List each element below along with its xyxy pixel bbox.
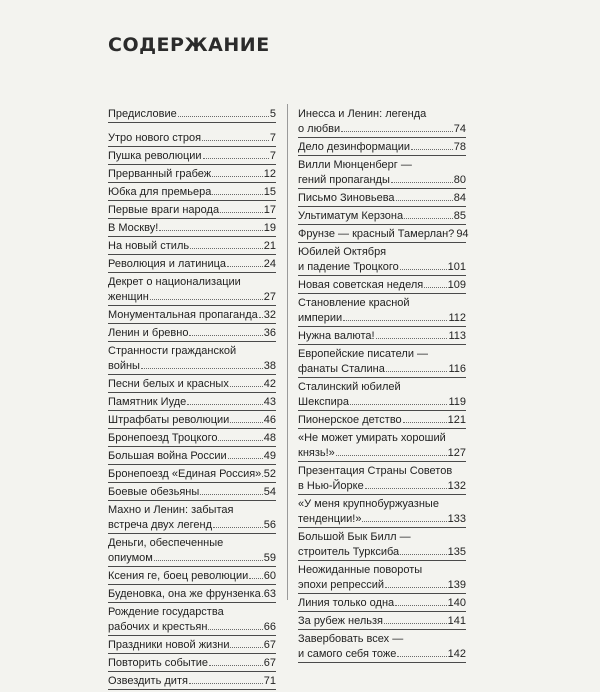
toc-entry — [298, 347, 466, 378]
toc-entry-title: Линия только одна — [298, 596, 394, 611]
toc-entry — [108, 167, 276, 183]
toc-entry — [108, 149, 276, 165]
toc-entry — [298, 140, 466, 156]
leader-dots — [230, 377, 263, 387]
toc-entry-title: Предисловие — [108, 107, 177, 122]
toc-page-number: 141 — [448, 614, 466, 629]
leader-dots — [259, 308, 263, 318]
leader-dots — [218, 431, 262, 441]
leader-dots — [262, 587, 263, 597]
leader-dots — [209, 656, 263, 666]
column-divider — [287, 104, 288, 600]
toc-entry-title: Вилли Мюнценберг — — [298, 159, 412, 171]
toc-entry — [298, 329, 466, 345]
toc-page-number: 101 — [448, 260, 466, 275]
toc-entry-title: гений пропаганды — [298, 173, 390, 188]
toc-entry-title: Письмо Зиновьева — [298, 191, 395, 206]
toc-entry-title: Ультиматум Керзона — [298, 209, 403, 224]
toc-page-number: 15 — [264, 185, 276, 200]
toc-entry-title: Юбка для премьера — [108, 185, 211, 200]
toc-entry-title: опиумом — [108, 551, 153, 566]
toc-entry-title: встреча двух легенд — [108, 518, 212, 533]
toc-entry — [298, 191, 466, 207]
toc-page-number: 60 — [264, 569, 276, 584]
toc-entry — [108, 431, 276, 447]
toc-entry — [108, 308, 276, 324]
toc-page-number: 67 — [264, 638, 276, 653]
toc-entry — [298, 107, 466, 138]
leader-dots — [397, 647, 446, 657]
toc-entry-title: Инесса и Ленин: легенда — [298, 108, 426, 120]
toc-entry — [298, 431, 466, 462]
toc-entry-title: Пушка революции — [108, 149, 202, 164]
toc-entry-title: рабочих и крестьян — [108, 620, 207, 635]
toc-entry-title: Повторить событие — [108, 656, 208, 671]
toc-entry-title: Боевые обезьяны — [108, 485, 199, 500]
toc-entry — [108, 344, 276, 375]
toc-entry-title: «Не может умирать хороший — [298, 432, 446, 444]
toc-page-number: 119 — [448, 395, 466, 410]
toc-entry-title: Махно и Ленин: забытая — [108, 504, 233, 516]
toc-entry-title: в Нью-Йорке — [298, 479, 364, 494]
toc-entry-title: На новый стиль — [108, 239, 189, 254]
toc-page-number: 94 — [456, 227, 468, 242]
toc-entry — [298, 530, 466, 561]
toc-entry-title: Рождение государства — [108, 606, 224, 618]
toc-entry — [108, 377, 276, 393]
toc-entry-title: Завербовать всех — — [298, 633, 403, 645]
toc-entry-title: Ленин и бревно — [108, 326, 188, 341]
toc-page-number: 63 — [264, 587, 276, 602]
page-title: СОДЕРЖАНИЕ — [108, 34, 270, 56]
toc-page-number: 56 — [264, 518, 276, 533]
leader-dots — [187, 395, 263, 405]
toc-entry-title: Фрунзе — красный Тамерлан? — [298, 227, 454, 242]
toc-entry-title: Песни белых и красных — [108, 377, 229, 392]
toc-entry — [108, 221, 276, 237]
toc-entry-title: Бронепоезд «Единая Россия» — [108, 467, 261, 482]
toc-page-number: 80 — [454, 173, 466, 188]
leader-dots — [230, 638, 262, 648]
toc-entry — [108, 239, 276, 255]
toc-entry — [298, 245, 466, 276]
toc-entry — [108, 587, 276, 603]
toc-entry — [298, 614, 466, 630]
toc-entry-title: Бронепоезд Троцкого — [108, 431, 217, 446]
toc-entry-title: Большой Бык Билл — — [298, 531, 411, 543]
toc-entry — [108, 275, 276, 306]
leader-dots — [150, 290, 263, 300]
toc-entry-title: и самого себя тоже — [298, 647, 396, 662]
toc-entry-title: Новая советская неделя — [298, 278, 423, 293]
leader-dots — [159, 221, 262, 231]
toc-entry-title: Монументальная пропаганда — [108, 308, 258, 323]
toc-entry — [298, 413, 466, 429]
leader-dots — [362, 512, 446, 522]
toc-entry — [298, 632, 466, 663]
toc-entry-title: Большая война России — [108, 449, 227, 464]
toc-entry — [108, 257, 276, 273]
toc-page-number: 133 — [448, 512, 466, 527]
leader-dots — [403, 413, 447, 423]
toc-entry — [108, 485, 276, 501]
leader-dots — [220, 203, 263, 213]
toc-entry-title: Первые враги народа — [108, 203, 219, 218]
leader-dots — [189, 674, 263, 684]
toc-entry-title: Нужна валюта! — [298, 329, 375, 344]
toc-entry — [108, 203, 276, 219]
toc-entry-title: Штрафбаты революции — [108, 413, 229, 428]
toc-page-number: 19 — [264, 221, 276, 236]
toc-entry — [108, 185, 276, 201]
toc-page-number: 140 — [448, 596, 466, 611]
leader-dots — [200, 485, 262, 495]
leader-dots — [376, 329, 448, 339]
toc-page-number: 36 — [264, 326, 276, 341]
toc-page-number: 127 — [448, 446, 466, 461]
leader-dots — [384, 614, 447, 624]
toc-entry-title: империи — [298, 311, 342, 326]
toc-entry — [298, 296, 466, 327]
toc-page-number: 12 — [264, 167, 276, 182]
toc-page-number: 42 — [264, 377, 276, 392]
leader-dots — [227, 257, 263, 267]
toc-page-number: 59 — [264, 551, 276, 566]
toc-page-number: 112 — [448, 311, 466, 326]
toc-entry — [298, 209, 466, 225]
toc-entry-title: Юбилей Октября — [298, 246, 386, 258]
toc-page-number: 43 — [264, 395, 276, 410]
toc-page-number: 85 — [454, 209, 466, 224]
toc-entry — [108, 656, 276, 672]
toc-entry-title: Европейские писатели — — [298, 348, 428, 360]
leader-dots — [396, 191, 453, 201]
toc-page-number: 54 — [264, 485, 276, 500]
toc-entry-title: Сталинский юбилей — [298, 381, 401, 393]
toc-page-number: 38 — [264, 359, 276, 374]
toc-entry-title: В Москву! — [108, 221, 158, 236]
leader-dots — [203, 149, 269, 159]
leader-dots — [391, 173, 453, 183]
toc-entry — [298, 278, 466, 294]
toc-entry — [298, 158, 466, 189]
toc-page-number: 139 — [448, 578, 466, 593]
leader-dots — [395, 596, 447, 606]
toc-entry-title: Декрет о национализации — [108, 276, 241, 288]
leader-dots — [202, 131, 269, 141]
toc-entry-title: Утро нового строя — [108, 131, 201, 146]
toc-page-number: 27 — [264, 290, 276, 305]
toc-page-number: 46 — [264, 413, 276, 428]
toc-entry-title: Становление красной — [298, 297, 410, 309]
toc-entry — [108, 638, 276, 654]
toc-page-number: 84 — [454, 191, 466, 206]
toc-page-number: 109 — [448, 278, 466, 293]
leader-dots — [212, 185, 262, 195]
toc-entry — [298, 497, 466, 528]
toc-page-number: 21 — [264, 239, 276, 254]
toc-entry-title: «У меня крупнобуржуазные — [298, 498, 439, 510]
toc-page-number: 132 — [448, 479, 466, 494]
toc-entry — [108, 395, 276, 411]
toc-entry — [298, 563, 466, 594]
toc-page-number: 32 — [264, 308, 276, 323]
toc-entry-title: Памятник Иуде — [108, 395, 186, 410]
toc-entry-title: Озвездить дитя — [108, 674, 188, 689]
toc-entry-title: Ксения ге, боец революции — [108, 569, 248, 584]
leader-dots — [178, 107, 269, 117]
toc-entry-title: и падение Троцкого — [298, 260, 399, 275]
toc-page-number: 17 — [264, 203, 276, 218]
leader-dots — [400, 260, 447, 270]
leader-dots — [386, 362, 448, 372]
toc-page-number: 48 — [264, 431, 276, 446]
toc-page-number: 135 — [448, 545, 466, 560]
leader-dots — [230, 413, 262, 423]
toc-entry — [108, 449, 276, 465]
toc-entry — [108, 503, 276, 534]
toc-page-number: 7 — [270, 149, 276, 164]
toc-entry-title: Шекспира — [298, 395, 349, 410]
toc-entry — [298, 596, 466, 612]
toc-entry-title: женщин — [108, 290, 149, 305]
toc-entry-title: войны — [108, 359, 140, 374]
toc-entry-title: Буденовка, она же фрунзенка — [108, 587, 261, 602]
leader-dots — [212, 167, 263, 177]
toc-entry — [108, 569, 276, 585]
toc-column-left — [108, 107, 276, 692]
toc-page-number: 78 — [454, 140, 466, 155]
toc-entry — [108, 131, 276, 147]
leader-dots — [189, 326, 262, 336]
toc-entry — [108, 413, 276, 429]
toc-entry-title: о любви — [298, 122, 340, 137]
toc-entry — [108, 605, 276, 636]
leader-dots — [400, 545, 447, 555]
toc-entry-title: Деньги, обеспеченные — [108, 537, 223, 549]
leader-dots — [336, 446, 447, 456]
toc-entry — [108, 107, 276, 123]
leader-dots — [249, 569, 263, 579]
leader-dots — [385, 578, 447, 588]
toc-page-number: 7 — [270, 131, 276, 146]
leader-dots — [154, 551, 263, 561]
leader-dots — [141, 359, 263, 369]
toc-page-number: 67 — [264, 656, 276, 671]
toc-entry — [108, 536, 276, 567]
leader-dots — [343, 311, 447, 321]
leader-dots — [341, 122, 453, 132]
leader-dots — [190, 239, 263, 249]
toc-entry — [108, 674, 276, 690]
toc-entry-title: Дело дезинформации — [298, 140, 410, 155]
toc-page-number: 121 — [448, 413, 466, 428]
toc-entry-title: князь!» — [298, 446, 335, 461]
leader-dots — [411, 140, 453, 150]
toc-entry-title: Презентация Страны Советов — [298, 465, 452, 477]
toc-page-number: 49 — [264, 449, 276, 464]
toc-page-number: 113 — [448, 329, 466, 344]
toc-page-number: 116 — [448, 362, 466, 377]
toc-page-number: 24 — [264, 257, 276, 272]
toc-column-right — [298, 107, 466, 665]
toc-entry-title: строитель Турксиба — [298, 545, 399, 560]
leader-dots — [213, 518, 263, 528]
leader-dots — [208, 620, 262, 630]
leader-dots — [404, 209, 453, 219]
toc-page-number: 71 — [264, 674, 276, 689]
toc-page-number: 142 — [448, 647, 466, 662]
toc-entry-title: Прерванный грабеж — [108, 167, 211, 182]
leader-dots — [424, 278, 446, 288]
toc-entry-title: За рубеж нельзя — [298, 614, 383, 629]
toc-page-number: 52 — [264, 467, 276, 482]
toc-entry — [298, 227, 466, 243]
toc-page-number: 66 — [264, 620, 276, 635]
toc-entry-title: тенденции!» — [298, 512, 361, 527]
toc-entry-title: Пионерское детство — [298, 413, 402, 428]
toc-entry-title: Неожиданные повороты — [298, 564, 422, 576]
toc-entry-title: эпохи репрессий — [298, 578, 384, 593]
toc-entry — [298, 380, 466, 411]
leader-dots — [350, 395, 447, 405]
toc-page-number: 5 — [270, 107, 276, 122]
toc-entry — [298, 464, 466, 495]
toc-entry — [108, 326, 276, 342]
leader-dots — [365, 479, 447, 489]
toc-entry — [108, 467, 276, 483]
toc-entry-title: Революция и латиница — [108, 257, 226, 272]
leader-dots — [228, 449, 263, 459]
toc-page-number: 74 — [454, 122, 466, 137]
toc-entry-title: Праздники новой жизни — [108, 638, 229, 653]
toc-entry-title: фанаты Сталина — [298, 362, 385, 377]
toc-entry-title: Странности гражданской — [108, 345, 236, 357]
